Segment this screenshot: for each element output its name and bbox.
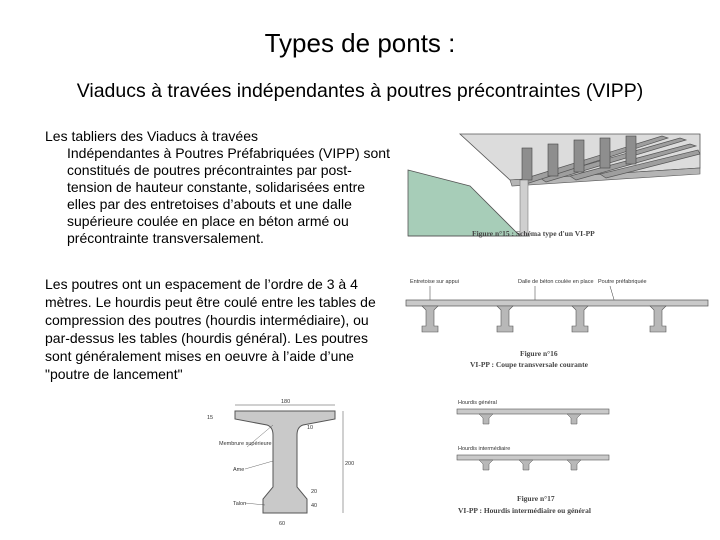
abutment-shape: [408, 170, 520, 236]
slide-subtitle: Viaducs à travées indépendantes à poutres précontraintes (VIPP): [76, 80, 644, 102]
dim-60: 60: [279, 521, 286, 527]
figure-16-caption-1: Figure n°16: [520, 349, 558, 358]
label-ame: Ame: [233, 467, 245, 473]
label-poutre: Poutre préfabriquée: [598, 279, 647, 285]
figure-17-hourdis: [455, 395, 615, 520]
dim-top: 180: [281, 399, 291, 405]
figure-beam-section: [195, 395, 365, 535]
beam-sections: [422, 306, 666, 332]
paragraph-first-line: Les tabliers des Viaducs à travées: [45, 128, 258, 144]
beam-section-shape: [235, 411, 335, 513]
figure-17-caption-1: Figure n°17: [517, 494, 555, 503]
label-hourdis-intermediaire: Hourdis intermédiaire: [458, 446, 511, 452]
dim-40: 40: [311, 503, 318, 509]
figure-15-caption: Figure n°15 : Schéma type d'un VI-PP: [472, 229, 595, 238]
figure-15-vipp-schematic: [400, 128, 710, 253]
deck-slab: [406, 300, 708, 306]
paragraph-vipp-description: [45, 128, 390, 247]
label-membrure: Membrure supérieure: [219, 441, 272, 447]
label-hourdis-general: Hourdis général: [458, 400, 497, 406]
dim-20: 20: [311, 489, 318, 495]
figure-17-caption-2: VI-PP : Hourdis intermédiaire ou général: [458, 506, 591, 515]
slide-title: Types de ponts :: [264, 28, 456, 58]
label-dalle: Dalle de béton coulée en place: [518, 279, 594, 285]
figure-16-cross-section: [400, 275, 715, 370]
paragraph-continuation: Indépendantes à Poutres Préfabriquées (VIPP) sont constitués de poutres précontraintes par post-tension de hauteur constante, solidarisées entre elles par des entretoises d’abouts et une dalle supérieure coulée en place en béton armé ou précontrainte transversalement.: [67, 145, 390, 246]
dim-height: 200: [345, 461, 355, 467]
label-entretoise: Entretoise sur appui: [410, 279, 459, 285]
label-talon: Talon: [233, 501, 247, 507]
paragraph-beam-spacing: Les poutres ont un espacement de l’ordre de 3 à 4 mètres. Le hourdis peut être coulé entre les tables de compression des poutres (hourdis intermédiaire), ou par-dessus les tables (hourdis général). Les poutres sont généralement mises en oeuvre à l’aide d’une "poutre de lancement": [45, 276, 376, 382]
dim-10: 10: [307, 425, 314, 431]
dim-15: 15: [207, 415, 214, 421]
figure-16-caption-2: VI-PP : Coupe transversale courante: [470, 360, 588, 369]
